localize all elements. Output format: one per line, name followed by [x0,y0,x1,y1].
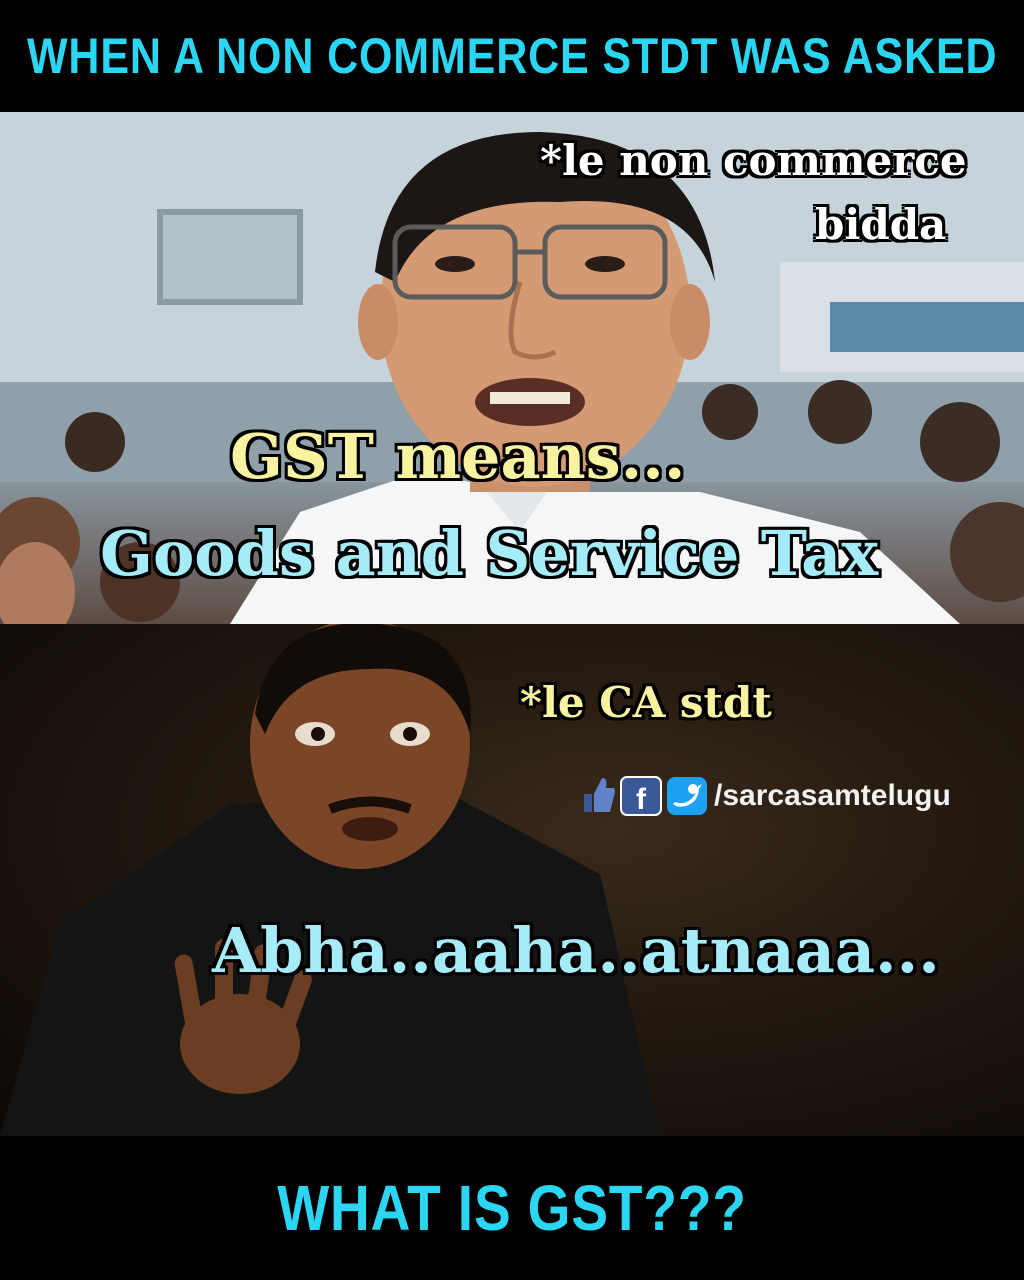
ca-student-label: *le CA stdt [520,678,772,727]
svg-text:f: f [636,783,646,816]
top-banner [0,0,1024,112]
bottom-question: WHAT IS GST??? [277,1172,747,1244]
banner-title: WHEN A NON COMMERCE STDT WAS ASKED [26,28,998,84]
gst-definition-caption: Goods and Service Tax [100,517,879,590]
facebook-like-icon [582,776,616,816]
watermark-handle: /sarcasamtelugu [714,779,951,812]
dark-room-scene [0,624,1024,1136]
facebook-icon [620,776,662,816]
ca-student-reply: Abha..aaha..atnaaa... [212,914,940,987]
top-photo-panel [0,112,1024,624]
non-commerce-label-line2: bidda [815,200,947,249]
bottom-photo-panel [0,624,1024,1136]
non-commerce-label-line1: *le non commerce [540,136,967,185]
social-watermark [582,776,951,816]
bottom-banner [0,1136,1024,1280]
gst-means-caption: GST means... [230,420,686,493]
twitter-icon [666,776,708,816]
